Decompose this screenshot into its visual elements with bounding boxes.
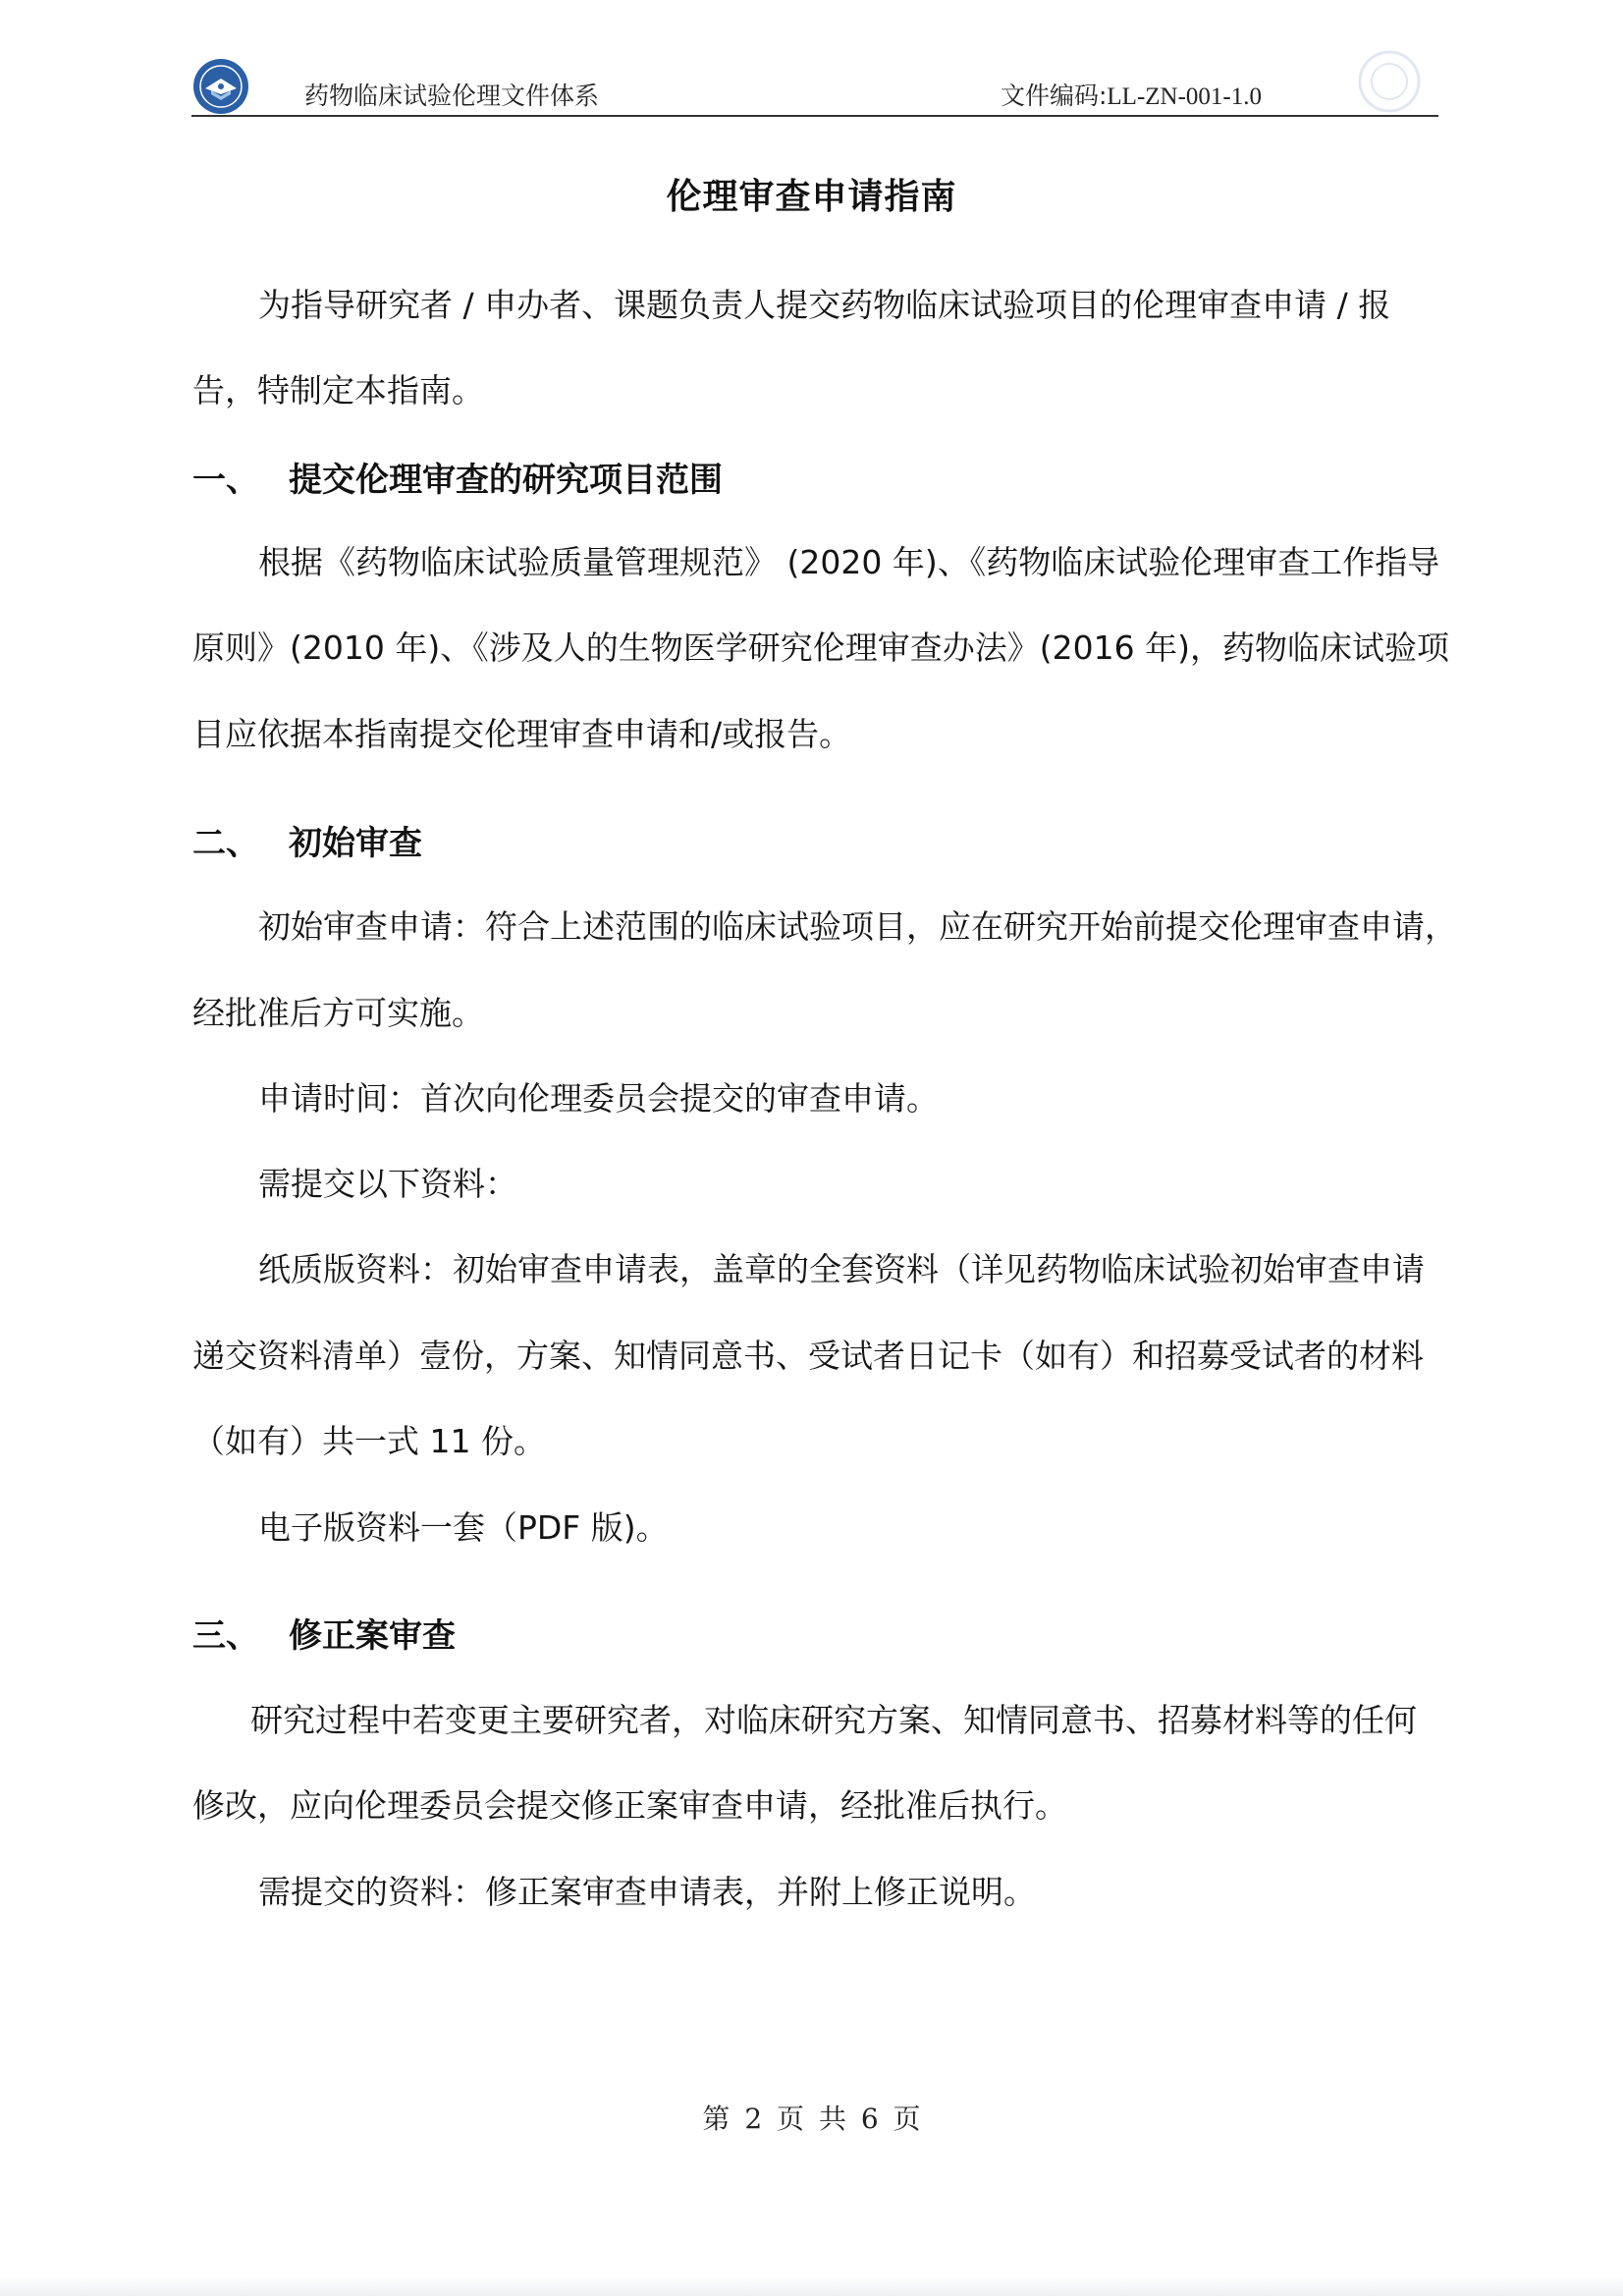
section-2-number: 二、 [192,824,259,863]
section-3-p1-line-2: 修改，应向伦理委员会提交修正案审查申请，经批准后执行。 [192,1786,1067,1825]
section-2-paper-line-1: 纸质版资料：初始审查申请表，盖章的全套资料（详见药物临床试验初始审查申请 [258,1250,1425,1288]
intro-line-1: 为指导研究者 / 申办者、课题负责人提交药物临床试验项目的伦理审查申请 / 报 [258,286,1391,324]
section-2-electronic-materials: 电子版资料一套（PDF 版)。 [258,1508,669,1547]
section-1-heading [192,453,723,501]
section-3-title: 修正案审查 [289,1616,456,1656]
section-3-number: 三、 [192,1616,259,1656]
intro-line-2: 告，特制定本指南。 [192,371,484,410]
section-1-title: 提交伦理审查的研究项目范围 [289,461,723,500]
section-2-paper-line-3: （如有）共一式 11 份。 [192,1422,546,1460]
document-code [1001,77,1262,112]
section-2-application-time: 申请时间：首次向伦理委员会提交的审查申请。 [258,1079,939,1118]
section-2-required-materials: 需提交以下资料： [258,1165,517,1203]
document-code-value: LL-ZN-001-1.0 [1107,83,1262,110]
document-code-label: 文件编码: [1000,82,1108,110]
page-title: 伦理审查申请指南 [666,177,957,217]
section-2-paper-line-2: 递交资料清单）壹份，方案、知情同意书、受试者日记卡（如有）和招募受试者的材料 [192,1337,1424,1375]
section-3-p1-line-1: 研究过程中若变更主要研究者，对临床研究方案、知情同意书、招募材料等的任何 [250,1701,1417,1739]
section-2-p1-line-2: 经批准后方可实施。 [192,994,484,1032]
page-header [191,57,1438,116]
section-2-title: 初始审查 [289,824,422,863]
section-1-line-1: 根据《药物临床试验质量管理规范》 (2020 年)、《药物临床试验伦理审查工作指导 [258,543,1440,581]
section-1-line-2: 原则》(2010 年)、《涉及人的生物医学研究伦理审查办法》(2016 年)，药物临床试验项 [192,629,1449,667]
faint-seal-icon [1355,47,1424,116]
section-2-heading [192,816,422,864]
section-3-heading [192,1609,456,1657]
section-1-line-3: 目应依据本指南提交伦理审查申请和/或报告。 [192,715,852,753]
section-2-p1-line-1: 初始审查申请：符合上述范围的临床试验项目，应在研究开始前提交伦理审查申请， [258,907,1457,946]
institution-logo-icon [191,57,250,116]
scan-bottom-edge [0,2276,1623,2296]
page-number: 第 2 页 共 6 页 [702,2103,921,2135]
section-1-number: 一、 [192,461,259,500]
header-divider [191,115,1438,117]
document-system-name: 药物临床试验伦理文件体系 [304,82,600,110]
section-3-required-materials: 需提交的资料：修正案审查申请表，并附上修正说明。 [258,1873,1036,1911]
